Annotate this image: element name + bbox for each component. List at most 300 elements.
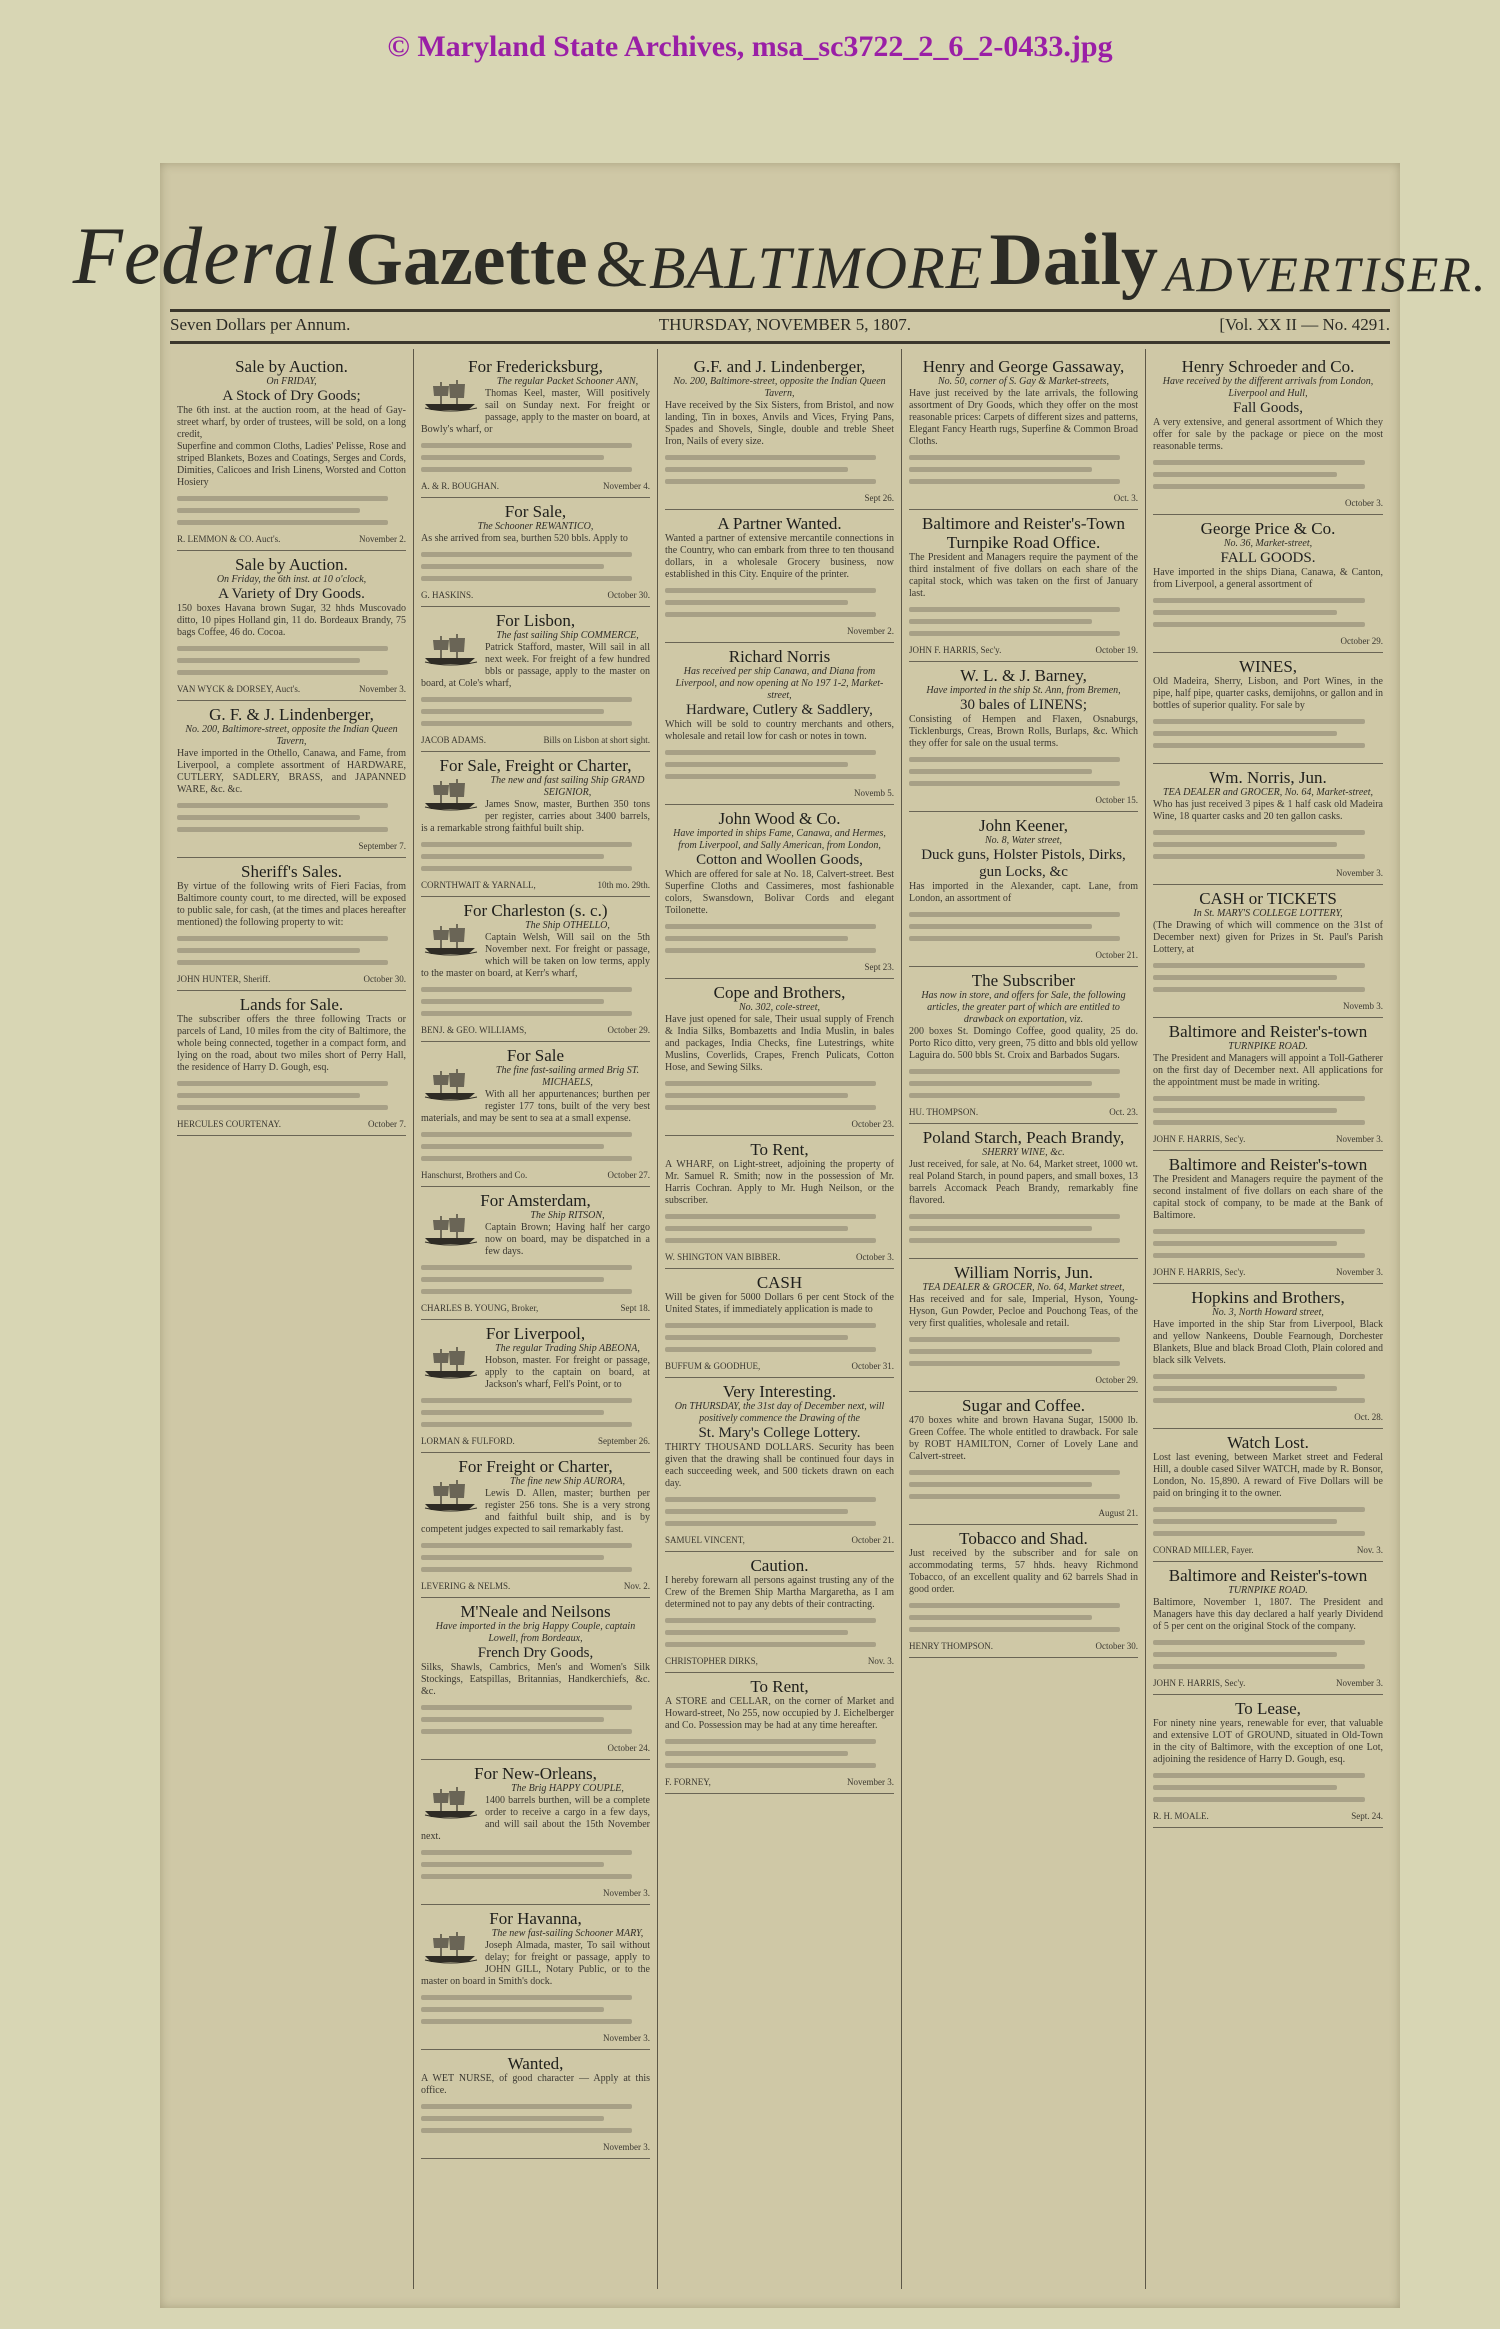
print-line: [665, 1238, 876, 1243]
ad-body: 200 boxes St. Domingo Coffee, good quality, 25 do. Porto Rico ditto, very green, 75 ditto and bbls old yellow Laguira do. 500 bbls St. Croix and Barbados Sugars.: [909, 1026, 1138, 1061]
print-line: [665, 588, 876, 593]
ad-body: A WET NURSE, of good character — Apply at this office.: [421, 2073, 650, 2096]
ad-body: Thomas Keel, master, Will positively sail on Sunday next. For freight or passage, apply to the master on board, at Bowly's wharf, or: [421, 388, 650, 435]
print-lines: [665, 1739, 894, 1768]
print-line: [177, 508, 360, 513]
ad-heading: Wanted,: [507, 2054, 564, 2073]
sailing-ship-icon: [421, 1345, 479, 1379]
ad-body: Which are offered for sale at No. 18, Calvert-street. Best Superfine Cloths and Cassimeres, most fashionable colors, Swansdown, Bolivar Cords and elegant Toilonette.: [665, 869, 894, 916]
ad-subheading: No. 3, North Howard street,: [1212, 1307, 1324, 1318]
ad-signature: Hanschurst, Brothers and Co.: [421, 1170, 528, 1180]
print-line: [421, 1265, 632, 1270]
advertisement: [1153, 1562, 1383, 1695]
ad-display-line: St. Mary's College Lottery.: [698, 1425, 861, 1441]
ad-date: October 30.: [607, 590, 650, 600]
ad-date: October 27.: [607, 1170, 650, 1180]
print-line: [909, 757, 1120, 762]
print-line: [909, 769, 1092, 774]
ad-subheading: On FRIDAY,: [266, 376, 317, 387]
advertisement: [665, 1378, 894, 1552]
ad-heading: To Rent,: [750, 1140, 809, 1159]
print-line: [421, 1555, 604, 1560]
ad-body: With all her appurtenances; burthen per register 177 tons, built of the very best materials, and may be sent to sea at a small expense.: [421, 1089, 650, 1124]
print-line: [909, 479, 1120, 484]
ad-body: By virtue of the following writs of Fieri Facias, from Baltimore county court, to me directed, will be exposed to public sale, for cash, (at the times and places hereafter mentioned) the following property to wit:: [177, 881, 406, 928]
print-lines: [1153, 1640, 1383, 1669]
ad-heading: John Wood & Co.: [718, 809, 841, 828]
ad-heading: G. F. & J. Lindenberger,: [209, 705, 374, 724]
print-lines: [665, 1618, 894, 1647]
print-lines: [909, 1069, 1138, 1098]
print-line: [1153, 1253, 1365, 1258]
subscription-price: Seven Dollars per Annum.: [170, 315, 351, 334]
ad-footer: [177, 682, 406, 694]
print-line: [1153, 975, 1337, 980]
ad-signature: F. FORNEY,: [665, 1777, 711, 1787]
print-line: [1153, 1374, 1365, 1379]
print-line: [1153, 1519, 1337, 1524]
ad-subheading: The regular Trading Ship ABEONA,: [495, 1343, 640, 1354]
ad-footer: [421, 1301, 650, 1313]
print-line: [1153, 1229, 1365, 1234]
ad-display-line: Cotton and Woollen Goods,: [696, 852, 863, 868]
print-lines: [177, 1081, 406, 1110]
advertisement: [1153, 1429, 1383, 1562]
print-line: [421, 721, 632, 726]
print-lines: [665, 924, 894, 953]
print-line: [909, 619, 1092, 624]
print-line: [421, 564, 604, 569]
ad-body: Just received by the subscriber and for sale on accommodating terms, 57 hhds. heavy Richmond Tobacco, of an excellent quality and 62 barrels Shad in good order.: [909, 1548, 1138, 1595]
ad-display-line: French Dry Goods,: [477, 1645, 594, 1661]
ad-footer: [1153, 1676, 1383, 1688]
print-line: [665, 1323, 876, 1328]
print-line: [421, 1705, 632, 1710]
ad-footer: [1153, 1809, 1383, 1821]
ad-heading: M'Neale and Neilsons: [460, 1602, 611, 1621]
ad-display-line: 30 bales of LINENS;: [959, 697, 1088, 713]
ad-heading: Hopkins and Brothers,: [1191, 1288, 1345, 1307]
ad-heading: George Price & Co.: [1200, 519, 1336, 538]
ad-date: Nov. 3.: [867, 1656, 894, 1666]
ad-signature: HERCULES COURTENAY.: [177, 1119, 281, 1129]
ad-date: Nov. 3.: [1356, 1545, 1383, 1555]
volume-number: [Vol. XX II — No. 4291.: [1219, 315, 1390, 334]
ad-footer: [421, 1579, 650, 1591]
print-lines: [665, 750, 894, 779]
print-lines: [421, 1850, 650, 1879]
advertisement: [421, 1187, 650, 1320]
ad-body: The President and Managers require the payment of the second instalment of five dollars on each share of the capital stock of company, to be made at the Bank of Baltimore.: [1153, 1174, 1383, 1221]
advertisement: [421, 353, 650, 498]
print-line: [1153, 1507, 1365, 1512]
ad-subheading: No. 36, Market-street,: [1223, 538, 1313, 549]
print-line: [909, 455, 1120, 460]
print-line: [909, 912, 1120, 917]
advertisement: [421, 1598, 650, 1760]
ad-footer: [909, 1373, 1138, 1385]
ad-heading: Sale by Auction.: [235, 357, 348, 376]
ad-signature: G. HASKINS.: [421, 590, 474, 600]
ad-signature: JOHN F. HARRIS, Sec'y.: [909, 645, 1002, 655]
ad-heading: For New-Orleans,: [474, 1764, 597, 1783]
advertisement: [1153, 1284, 1383, 1429]
print-line: [421, 697, 632, 702]
print-line: [909, 1349, 1092, 1354]
print-lines: [421, 1398, 650, 1427]
print-line: [665, 924, 876, 929]
ad-heading: For Fredericksburg,: [468, 357, 603, 376]
print-line: [421, 443, 632, 448]
print-line: [1153, 460, 1365, 465]
print-lines: [1153, 460, 1383, 489]
ad-footer: [909, 948, 1138, 960]
ad-date: September 26.: [598, 1436, 650, 1446]
print-line: [421, 455, 604, 460]
print-lines: [665, 1081, 894, 1110]
ad-body: Have just received by the late arrivals, the following assortment of Dry Goods, which they offer on the most reasonable prices: Carpets of different sizes and patterns, Elegant Fancy Hearth rugs, Superfine & Common Broad Cloths.: [909, 388, 1138, 447]
ad-signature: CORNTHWAIT & YARNALL,: [421, 880, 536, 890]
ad-heading: Sugar and Coffee.: [962, 1396, 1085, 1415]
ad-footer: [909, 1639, 1138, 1651]
print-line: [421, 1277, 604, 1282]
ad-heading: Baltimore and Reister's-town: [1168, 1566, 1368, 1585]
ad-signature: W. SHINGTON VAN BIBBER.: [665, 1252, 781, 1262]
advertisement: [1153, 1695, 1383, 1828]
ad-body: The President and Managers will appoint a Toll-Gatherer on the first day of December next. All applications for the appointment must be made in writing.: [1153, 1053, 1383, 1088]
ad-heading: G.F. and J. Lindenberger,: [693, 357, 866, 376]
print-lines: [421, 987, 650, 1016]
print-line: [1153, 987, 1365, 992]
print-lines: [421, 1265, 650, 1294]
print-line: [1153, 842, 1337, 847]
ad-footer: [421, 2140, 650, 2152]
print-line: [1153, 1398, 1365, 1403]
ad-signature: JOHN F. HARRIS, Sec'y.: [1153, 1267, 1246, 1277]
ad-body: Captain Welsh, Will sail on the 5th November next. For freight or passage, which will be taken on low terms, apply to the master on board, at Kerr's wharf,: [421, 932, 650, 979]
print-line: [1153, 484, 1365, 489]
print-line: [909, 467, 1092, 472]
advertisement: [1153, 1018, 1383, 1151]
print-line: [421, 709, 604, 714]
ad-body: Have just opened for sale, Their usual supply of French & India Silks, Bombazetts and India Muslin, in bales and packages, India Checks, fine Lutestrings, white Muslins, Coverlids, Crapes, French Pulicats, Cotton Hose, and Sewing Silks.: [665, 1014, 894, 1073]
print-line: [1153, 1797, 1365, 1802]
ad-date: October 30.: [1095, 1641, 1138, 1651]
advertisement: [177, 858, 406, 991]
ad-date: October 29.: [1095, 1375, 1138, 1385]
ad-date: Sept. 24.: [1351, 1811, 1383, 1821]
ad-body: Have imported in the Othello, Canawa, and Fame, from Liverpool, a complete assortment of HARDWARE, CUTLERY, SADLERY, BRASS, and JAPANNED WARE, &c. &c.: [177, 748, 406, 795]
ad-footer: [665, 1533, 894, 1545]
print-lines: [421, 697, 650, 726]
ad-heading: Richard Norris: [728, 647, 831, 666]
ad-subheading: In St. MARY'S COLLEGE LOTTERY,: [1193, 908, 1343, 919]
ad-subheading: The fine new Ship AURORA,: [509, 1476, 626, 1487]
ad-body: Have imported in the ships Diana, Canawa, & Canton, from Liverpool, a general assortment of: [1153, 567, 1383, 590]
print-line: [665, 612, 876, 617]
ad-date: October 29.: [1340, 636, 1383, 646]
ad-body: Will be given for 5000 Dollars 6 per cent Stock of the United States, if immediately application is made to: [665, 1292, 894, 1315]
ad-body: Captain Brown; Having half her cargo now on board, may be dispatched in a few days.: [485, 1222, 650, 1257]
ad-heading: Henry Schroeder and Co.: [1181, 357, 1355, 376]
ad-body: Hobson, master. For freight or passage, apply to the captain on board, at Jackson's wharf, Fell's Point, or to: [485, 1355, 650, 1390]
print-lines: [177, 803, 406, 832]
print-line: [665, 1509, 848, 1514]
print-line: [665, 1630, 848, 1635]
ad-footer: [421, 878, 650, 890]
advertisement: [421, 498, 650, 607]
advertisement: [1153, 653, 1383, 764]
ad-subheading: The new and fast sailing Ship GRAND SEIGNIOR,: [490, 775, 645, 798]
print-line: [909, 631, 1120, 636]
print-lines: [1153, 1374, 1383, 1403]
ad-body: Silks, Shawls, Cambrics, Men's and Women's Silk Stockings, Eatspillas, Britannias, Handkerchiefs, &c. &c.: [421, 1662, 650, 1697]
print-lines: [909, 1337, 1138, 1366]
ad-body: Has imported in the Alexander, capt. Lane, from London, an assortment of: [909, 881, 1138, 904]
ad-footer: [421, 2031, 650, 2043]
ad-body: Who has just received 3 pipes & 1 half cask old Madeira Wine, 18 quarter casks and 20 ten gallon casks.: [1153, 799, 1383, 822]
print-lines: [665, 1497, 894, 1526]
column-4: [902, 349, 1146, 2289]
advertisement: [909, 1124, 1138, 1259]
print-line: [421, 2104, 632, 2109]
print-line: [1153, 598, 1365, 603]
ad-subheading: The Ship RITSON,: [530, 1210, 605, 1221]
ad-footer: [1153, 866, 1383, 878]
print-line: [1153, 1531, 1365, 1536]
ad-signature: SAMUEL VINCENT,: [665, 1535, 745, 1545]
print-line: [421, 866, 632, 871]
ad-heading: For Sale, Freight or Charter,: [439, 756, 632, 775]
ad-date: Nov. 2.: [623, 1581, 650, 1591]
ad-heading: CASH or TICKETS: [1199, 889, 1337, 908]
print-lines: [909, 1603, 1138, 1632]
ad-display-line: Fall Goods,: [1232, 400, 1303, 416]
ad-signature: CONRAD MILLER, Fayer.: [1153, 1545, 1254, 1555]
ad-date: November 4.: [603, 481, 650, 491]
advertisement: [665, 510, 894, 643]
print-line: [909, 607, 1120, 612]
print-line: [421, 1850, 632, 1855]
ad-body: Have received by the Six Sisters, from Bristol, and now landing, Tin in boxes, Anvils and Vices, Frying Pans, Spades and Shovels, Single, double and treble Sheet Iron, Nails of every size.: [665, 400, 894, 447]
masthead-advertiser: ADVERTISER.: [1164, 246, 1488, 302]
print-line: [1153, 1652, 1337, 1657]
ad-body: Which will be sold to country merchants and others, wholesale and retail low for cash or notes in town.: [665, 719, 894, 742]
print-line: [1153, 1773, 1365, 1778]
ad-body: Wanted a partner of extensive mercantile connections in the Country, who can embark from three to ten thousand dollars, in a wholesale Grocery business, now established in this City. Enquire of the printer.: [665, 533, 894, 580]
ad-body: (The Drawing of which will commence on the 31st of December next) given for Prizes in St. Paul's Parish Lottery, at: [1153, 920, 1383, 955]
print-line: [177, 496, 388, 501]
print-line: [421, 1874, 632, 1879]
print-lines: [909, 607, 1138, 636]
masthead-federal: Federal: [72, 210, 340, 301]
ad-subheading: The Ship OTHELLO,: [525, 920, 610, 931]
advertisement: [665, 353, 894, 510]
ad-heading: Caution.: [750, 1556, 809, 1575]
ad-date: October 15.: [1095, 795, 1138, 805]
ad-heading: CASH: [756, 1273, 803, 1292]
ad-footer: [909, 643, 1138, 655]
print-line: [665, 1739, 876, 1744]
ad-date: October 23.: [851, 1119, 894, 1129]
print-line: [421, 467, 632, 472]
print-line: [665, 1347, 876, 1352]
print-line: [1153, 472, 1337, 477]
ad-signature: BENJ. & GEO. WILLIAMS,: [421, 1025, 527, 1035]
ad-date: November 3.: [847, 1777, 894, 1787]
print-line: [909, 1361, 1120, 1366]
ad-date: November 3.: [1336, 1267, 1383, 1277]
ad-heading: Baltimore and Reister's-town: [1168, 1022, 1368, 1041]
advertisement: [909, 662, 1138, 812]
print-line: [665, 479, 876, 484]
print-line: [909, 1470, 1120, 1475]
ad-footer: [1153, 1132, 1383, 1144]
advertisement: [421, 1042, 650, 1187]
print-line: [1153, 1785, 1337, 1790]
ad-date: October 7.: [368, 1119, 406, 1129]
print-line: [665, 1618, 876, 1623]
ad-heading: Cope and Brothers,: [713, 983, 846, 1002]
sailing-ship-icon: [421, 632, 479, 666]
ad-heading: For Havanna,: [489, 1909, 582, 1928]
ad-date: October 29.: [607, 1025, 650, 1035]
print-line: [665, 1335, 848, 1340]
advertisement: [665, 1136, 894, 1269]
print-line: [177, 827, 388, 832]
ad-signature: BUFFUM & GOODHUE,: [665, 1361, 761, 1371]
masthead-rule-top: [170, 309, 1390, 312]
ad-date: November 2.: [359, 534, 406, 544]
ad-signature: R. LEMMON & CO. Auct's.: [177, 534, 281, 544]
ad-footer: [1153, 999, 1383, 1011]
ad-subheading: No. 8, Water street,: [984, 835, 1063, 846]
print-line: [421, 1422, 632, 1427]
ad-heading: For Liverpool,: [485, 1324, 586, 1343]
column-3: [658, 349, 902, 2289]
ad-date: October 31.: [851, 1361, 894, 1371]
column-5: [1146, 349, 1390, 2289]
print-line: [177, 803, 388, 808]
ad-body: I hereby forewarn all persons against trusting any of the Crew of the Bremen Ship Martha Margaretha, as I am determined not to pay any debts of their contracting.: [665, 1575, 894, 1610]
ad-heading: Wm. Norris, Jun.: [1209, 768, 1327, 787]
ad-footer: [1153, 1265, 1383, 1277]
advertisement: [421, 752, 650, 897]
ad-heading: Very Interesting.: [722, 1382, 837, 1401]
print-line: [1153, 743, 1365, 748]
column-2: [414, 349, 658, 2289]
issue-date: THURSDAY, NOVEMBER 5, 1807.: [658, 315, 911, 334]
advertisement: [1153, 515, 1383, 653]
print-line: [421, 2007, 604, 2012]
advertisement: [1153, 764, 1383, 885]
print-line: [665, 600, 848, 605]
ad-footer: [665, 960, 894, 972]
ad-heading: Baltimore and Reister's-town: [1168, 1155, 1368, 1174]
advertisement: [909, 812, 1138, 967]
ad-signature: R. H. MOALE.: [1153, 1811, 1209, 1821]
print-line: [1153, 731, 1337, 736]
print-lines: [421, 842, 650, 871]
print-line: [665, 467, 848, 472]
ad-heading: Tobacco and Shad.: [959, 1529, 1088, 1548]
print-line: [421, 2019, 632, 2024]
print-line: [421, 2128, 632, 2133]
print-line: [909, 936, 1120, 941]
ad-footer: [909, 491, 1138, 503]
ad-footer: [1153, 1410, 1383, 1422]
ad-heading: To Rent,: [750, 1677, 809, 1696]
print-line: [1153, 1241, 1337, 1246]
masthead-rule-bottom: [170, 341, 1390, 344]
print-lines: [909, 757, 1138, 786]
ad-heading: Sale by Auction.: [235, 555, 348, 574]
print-line: [909, 1069, 1120, 1074]
advertisement: [177, 991, 406, 1136]
ad-date: Novemb 5.: [854, 788, 894, 798]
ad-body: Consisting of Hempen and Flaxen, Osnaburgs, Ticklenburgs, Creas, Brown Rolls, Burlaps, &c. Which they offer for sale on the usual terms.: [909, 714, 1138, 749]
sailing-ship-icon: [421, 777, 479, 811]
print-lines: [1153, 830, 1383, 859]
print-line: [909, 1081, 1092, 1086]
print-line: [1153, 1386, 1337, 1391]
ad-date: August 21.: [1098, 1508, 1138, 1518]
print-line: [665, 1226, 848, 1231]
print-lines: [909, 455, 1138, 484]
ad-subheading: No. 50, corner of S. Gay & Market-streets,: [938, 376, 1109, 387]
ad-subheading: TURNPIKE ROAD.: [1228, 1585, 1308, 1596]
ad-footer: [421, 733, 650, 745]
advertisement: [177, 701, 406, 858]
ad-signature: A. & R. BOUGHAN.: [421, 481, 500, 491]
print-line: [909, 1627, 1120, 1632]
print-line: [421, 1144, 604, 1149]
ad-signature: CHARLES B. YOUNG, Broker,: [421, 1303, 539, 1313]
ad-subheading: The Schooner REWANTICO,: [477, 521, 594, 532]
ad-display-line: A Variety of Dry Goods.: [218, 586, 365, 602]
ad-body: James Snow, master, Burthen 350 tons per register, carries about 3400 barrels, is a remarkable strong faithful built ship.: [421, 799, 650, 834]
print-line: [665, 1521, 876, 1526]
ad-date: 10th mo. 29th.: [597, 880, 650, 890]
print-lines: [1153, 1096, 1383, 1125]
ad-body-extra: Superfine and common Cloths, Ladies' Pelisse, Rose and striped Blankets, Bozes and Coatings, Serges and Cords, Dimities, Calicoes and Irish Linens, Worsted and Cotton Hosiery: [177, 441, 406, 488]
ad-signature: JOHN F. HARRIS, Sec'y.: [1153, 1678, 1246, 1688]
ad-body: Just received, for sale, at No. 64, Market street, 1000 wt. real Poland Starch, in pound papers, and small boxes, 13 barrels Accomack Peach Brandy, remarkably fine flavored.: [909, 1159, 1138, 1206]
ad-body: Lost last evening, between Market street and Federal Hill, a double cased Silver WATCH, made by R. Bonsor, London, No. 15,890. A reward of Five Dollars will be paid on bringing it to the owner.: [1153, 1452, 1383, 1499]
advertisement: [1153, 885, 1383, 1018]
print-line: [177, 658, 360, 663]
sailing-ship-icon: [421, 1212, 479, 1246]
ad-date: Sept 23.: [864, 962, 894, 972]
ad-heading: Sheriff's Sales.: [241, 862, 342, 881]
advertisement: [1153, 1151, 1383, 1284]
ad-body: As she arrived from sea, burthen 520 bbls. Apply to: [421, 533, 628, 544]
ad-date: Sept 26.: [864, 493, 894, 503]
advertisement: [665, 1673, 894, 1794]
print-line: [421, 1289, 632, 1294]
ad-subheading: The fine fast-sailing armed Brig ST. MICHAELS,: [495, 1065, 640, 1088]
ad-footer: [909, 793, 1138, 805]
column-1: [170, 349, 414, 2289]
ad-date: November 2.: [847, 626, 894, 636]
advertisement: [421, 1320, 650, 1453]
advertisement: [421, 1905, 650, 2050]
masthead-daily: Daily: [989, 219, 1158, 301]
print-line: [909, 1603, 1120, 1608]
advertisement: [1153, 353, 1383, 515]
ad-heading: A Partner Wanted.: [717, 514, 842, 533]
sailing-ship-icon: [421, 378, 479, 412]
